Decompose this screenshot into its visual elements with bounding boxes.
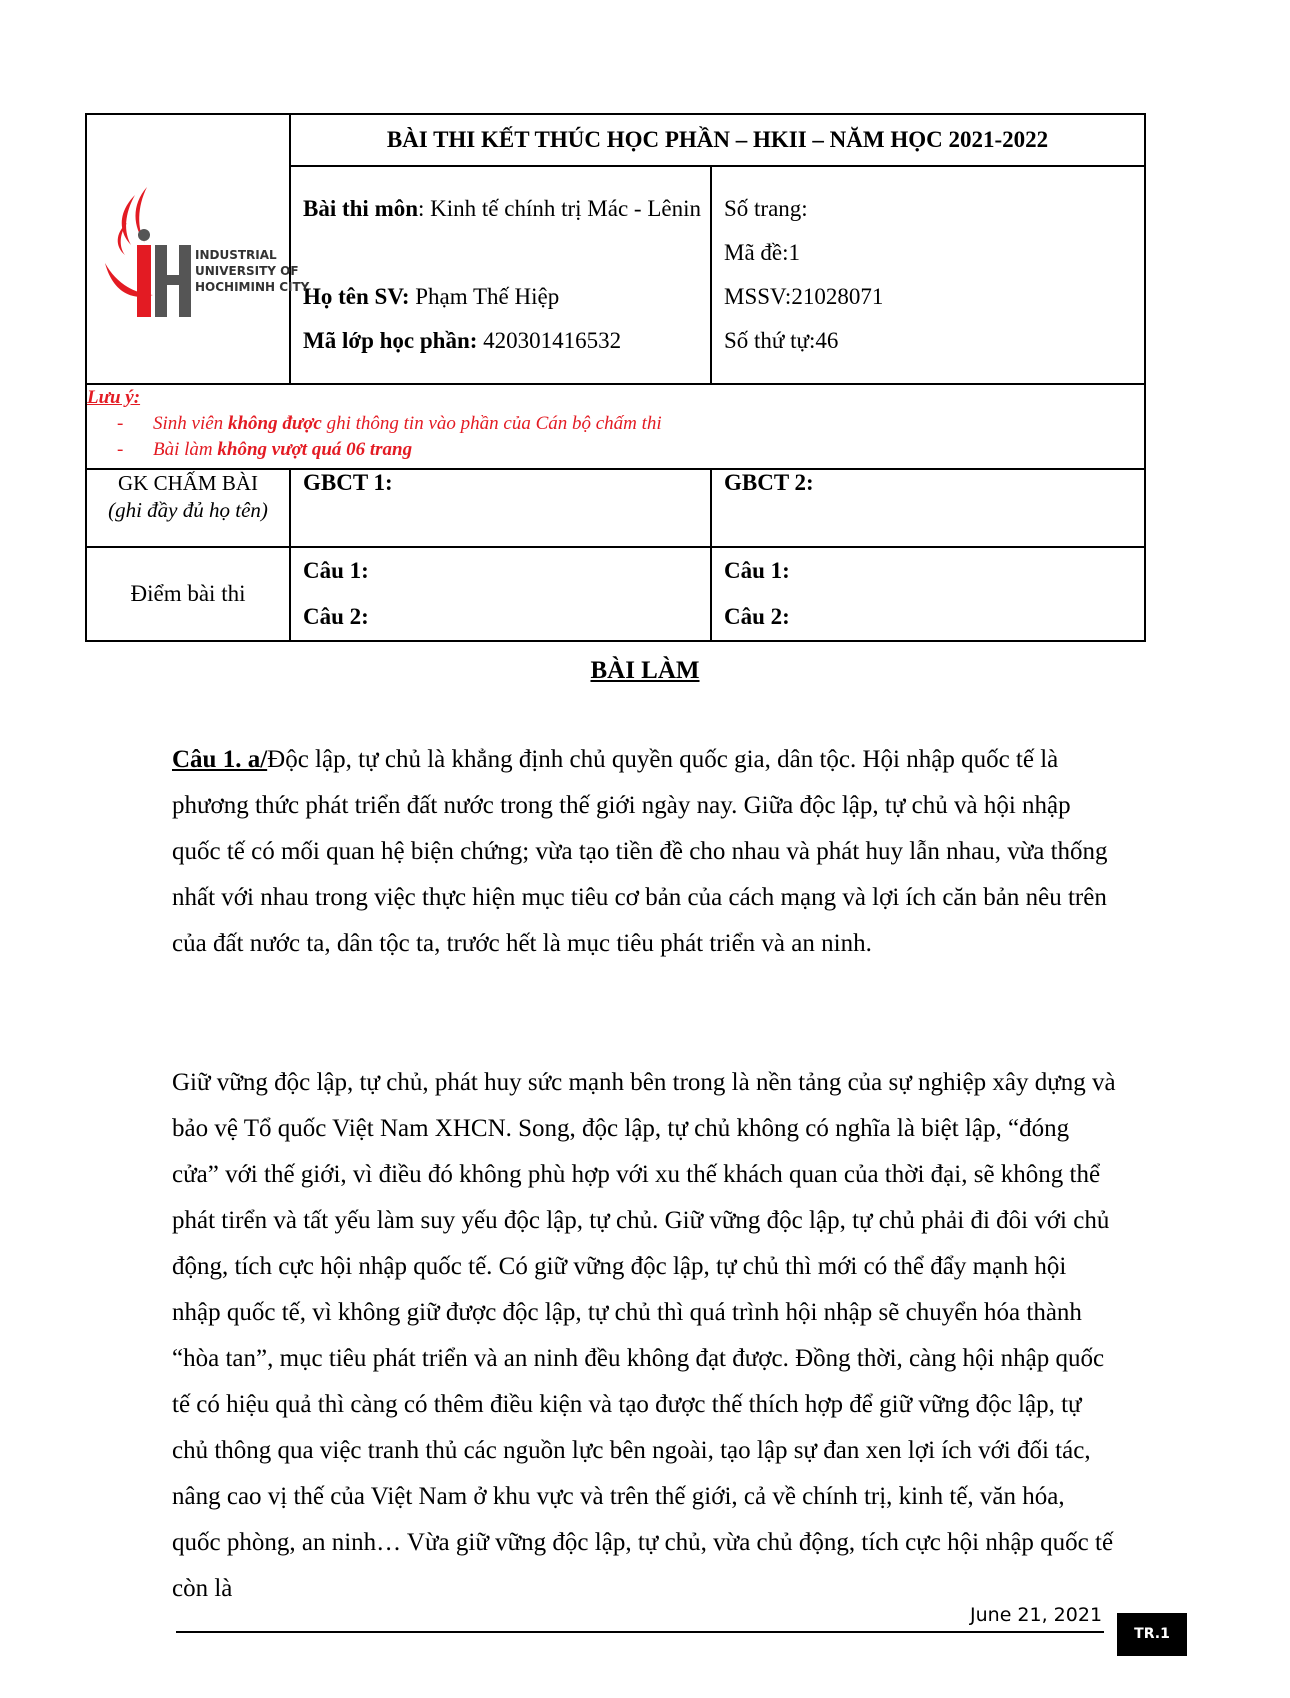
exam-code-field: Mã đề:1 — [724, 240, 801, 265]
subject-field: Bài thi môn: Kinh tế chính trị Mác - Lênin — [303, 196, 701, 221]
student-info-cell — [290, 166, 711, 384]
note-item-1: - Sinh viên không được ghi thông tin vào phần của Cán bộ chấm thi — [117, 413, 662, 434]
university-logo — [97, 183, 310, 333]
score-g2-q2[interactable]: Câu 2: — [724, 604, 790, 629]
answer-heading: BÀI LÀM — [590, 657, 700, 684]
class-code-field: Mã lớp học phần: 420301416532 — [303, 328, 622, 353]
score-label: Điểm bài thi — [86, 547, 290, 641]
answer-paragraph-1 — [172, 737, 1117, 967]
student-id-field: MSSV:21028071 — [724, 284, 884, 309]
score-grader-1-cell — [290, 547, 711, 641]
grader-label: GK CHẤM BÀI — [117, 471, 258, 495]
student-name-field: Họ tên SV: Phạm Thế Hiệp — [303, 284, 560, 309]
page-count-field: Số trang: — [724, 196, 808, 221]
grader-sublabel: (ghi đầy đủ họ tên) — [108, 498, 268, 522]
logo-cell — [86, 114, 310, 384]
grader-2-field[interactable]: GBCT 2: — [711, 469, 1145, 547]
logo-text-line-2: UNIVERSITY OF — [195, 264, 299, 278]
note-box — [86, 384, 1145, 469]
note-title: Lưu ý: — [87, 387, 141, 408]
paragraph-2-text: Giữ vững độc lập, tự chủ, phát huy sức mạnh bên trong là nền tảng của sự nghiệp xây dựng và bảo vệ Tổ quốc Việt Nam XHCN. Song, độc lập, tự chủ không có nghĩa là biệt lập, “đóng cửa” với thế giới, vì điều đó không phù hợp với xu thế khách quan của thời đại, sẽ không thể phát tirển và tất yếu làm suy yếu độc lập, tự chủ. Giữ vững độc lập, tự chủ phải đi đôi với chủ động, tích cực hội nhập quốc tế. Có giữ vững độc lập, tự chủ thì mới có thể đẩy mạnh hội nhập quốc tế, vì không giữ được độc lập, tự chủ thì quá trình hội nhập sẽ chuyển hóa thành “hòa tan”, mục tiêu phát triển và an ninh đều không đạt được. Đồng thời, càng hội nhập quốc tế có hiệu quả thì càng có thêm điều kiện và tạo được thế thích hợp để giữ vững độc lập, tự chủ thông qua việc tranh thủ các nguồn lực bên ngoài, tạo lập sự đan xen lợi ích với đối tác, nâng cao vị thế của Việt Nam ở khu vực và trên thế giới, cả về chính trị, kinh tế, văn hóa, quốc phòng, an ninh… Vừa giữ vững độc lập, tự chủ, vừa chủ động, tích cực hội nhập quốc tế còn là — [172, 1069, 1116, 1602]
note-item-2: - Bài làm không vượt quá 06 trang — [117, 439, 413, 460]
footer-rule — [176, 1631, 1104, 1633]
score-g1-q1[interactable]: Câu 1: — [303, 558, 369, 583]
exam-title: BÀI THI KẾT THÚC HỌC PHẦN – HKII – NĂM HỌC 2021-2022 — [290, 114, 1145, 166]
logo-text-line-3: HOCHIMINH CITY — [195, 280, 310, 294]
score-g2-q1[interactable]: Câu 1: — [724, 558, 790, 583]
score-g1-q2[interactable]: Câu 2: — [303, 604, 369, 629]
logo-text-line-1: INDUSTRIAL — [195, 248, 277, 262]
order-number-field: Số thứ tự:46 — [724, 328, 839, 353]
exam-header-table — [85, 113, 1146, 642]
exam-meta-cell — [711, 166, 1145, 384]
page-number-badge: TR.1 — [1117, 1613, 1187, 1656]
answer-paragraph-2 — [172, 1060, 1117, 1612]
paragraph-1-text: Độc lập, tự chủ là khẳng định chủ quyền quốc gia, dân tộc. Hội nhập quốc tế là phương thức phát triển đất nước trong thế giới ngày nay. Giữa độc lập, tự chủ và hội nhập quốc tế có mối quan hệ biện chứng; vừa tạo tiền đề cho nhau và phát huy lẫn nhau, vừa thống nhất với nhau trong việc thực hiện mục tiêu cơ bản của cách mạng và lợi ích căn bản nêu trên của đất nước ta, dân tộc ta, trước hết là mục tiêu phát triển và an ninh. — [172, 746, 1108, 957]
question-1-label: Câu 1. a/ — [172, 746, 268, 773]
score-grader-2-cell — [711, 547, 1145, 641]
grader-label-cell — [86, 469, 290, 547]
footer-date: June 21, 2021 — [970, 1604, 1103, 1626]
grader-1-field[interactable]: GBCT 1: — [290, 469, 711, 547]
